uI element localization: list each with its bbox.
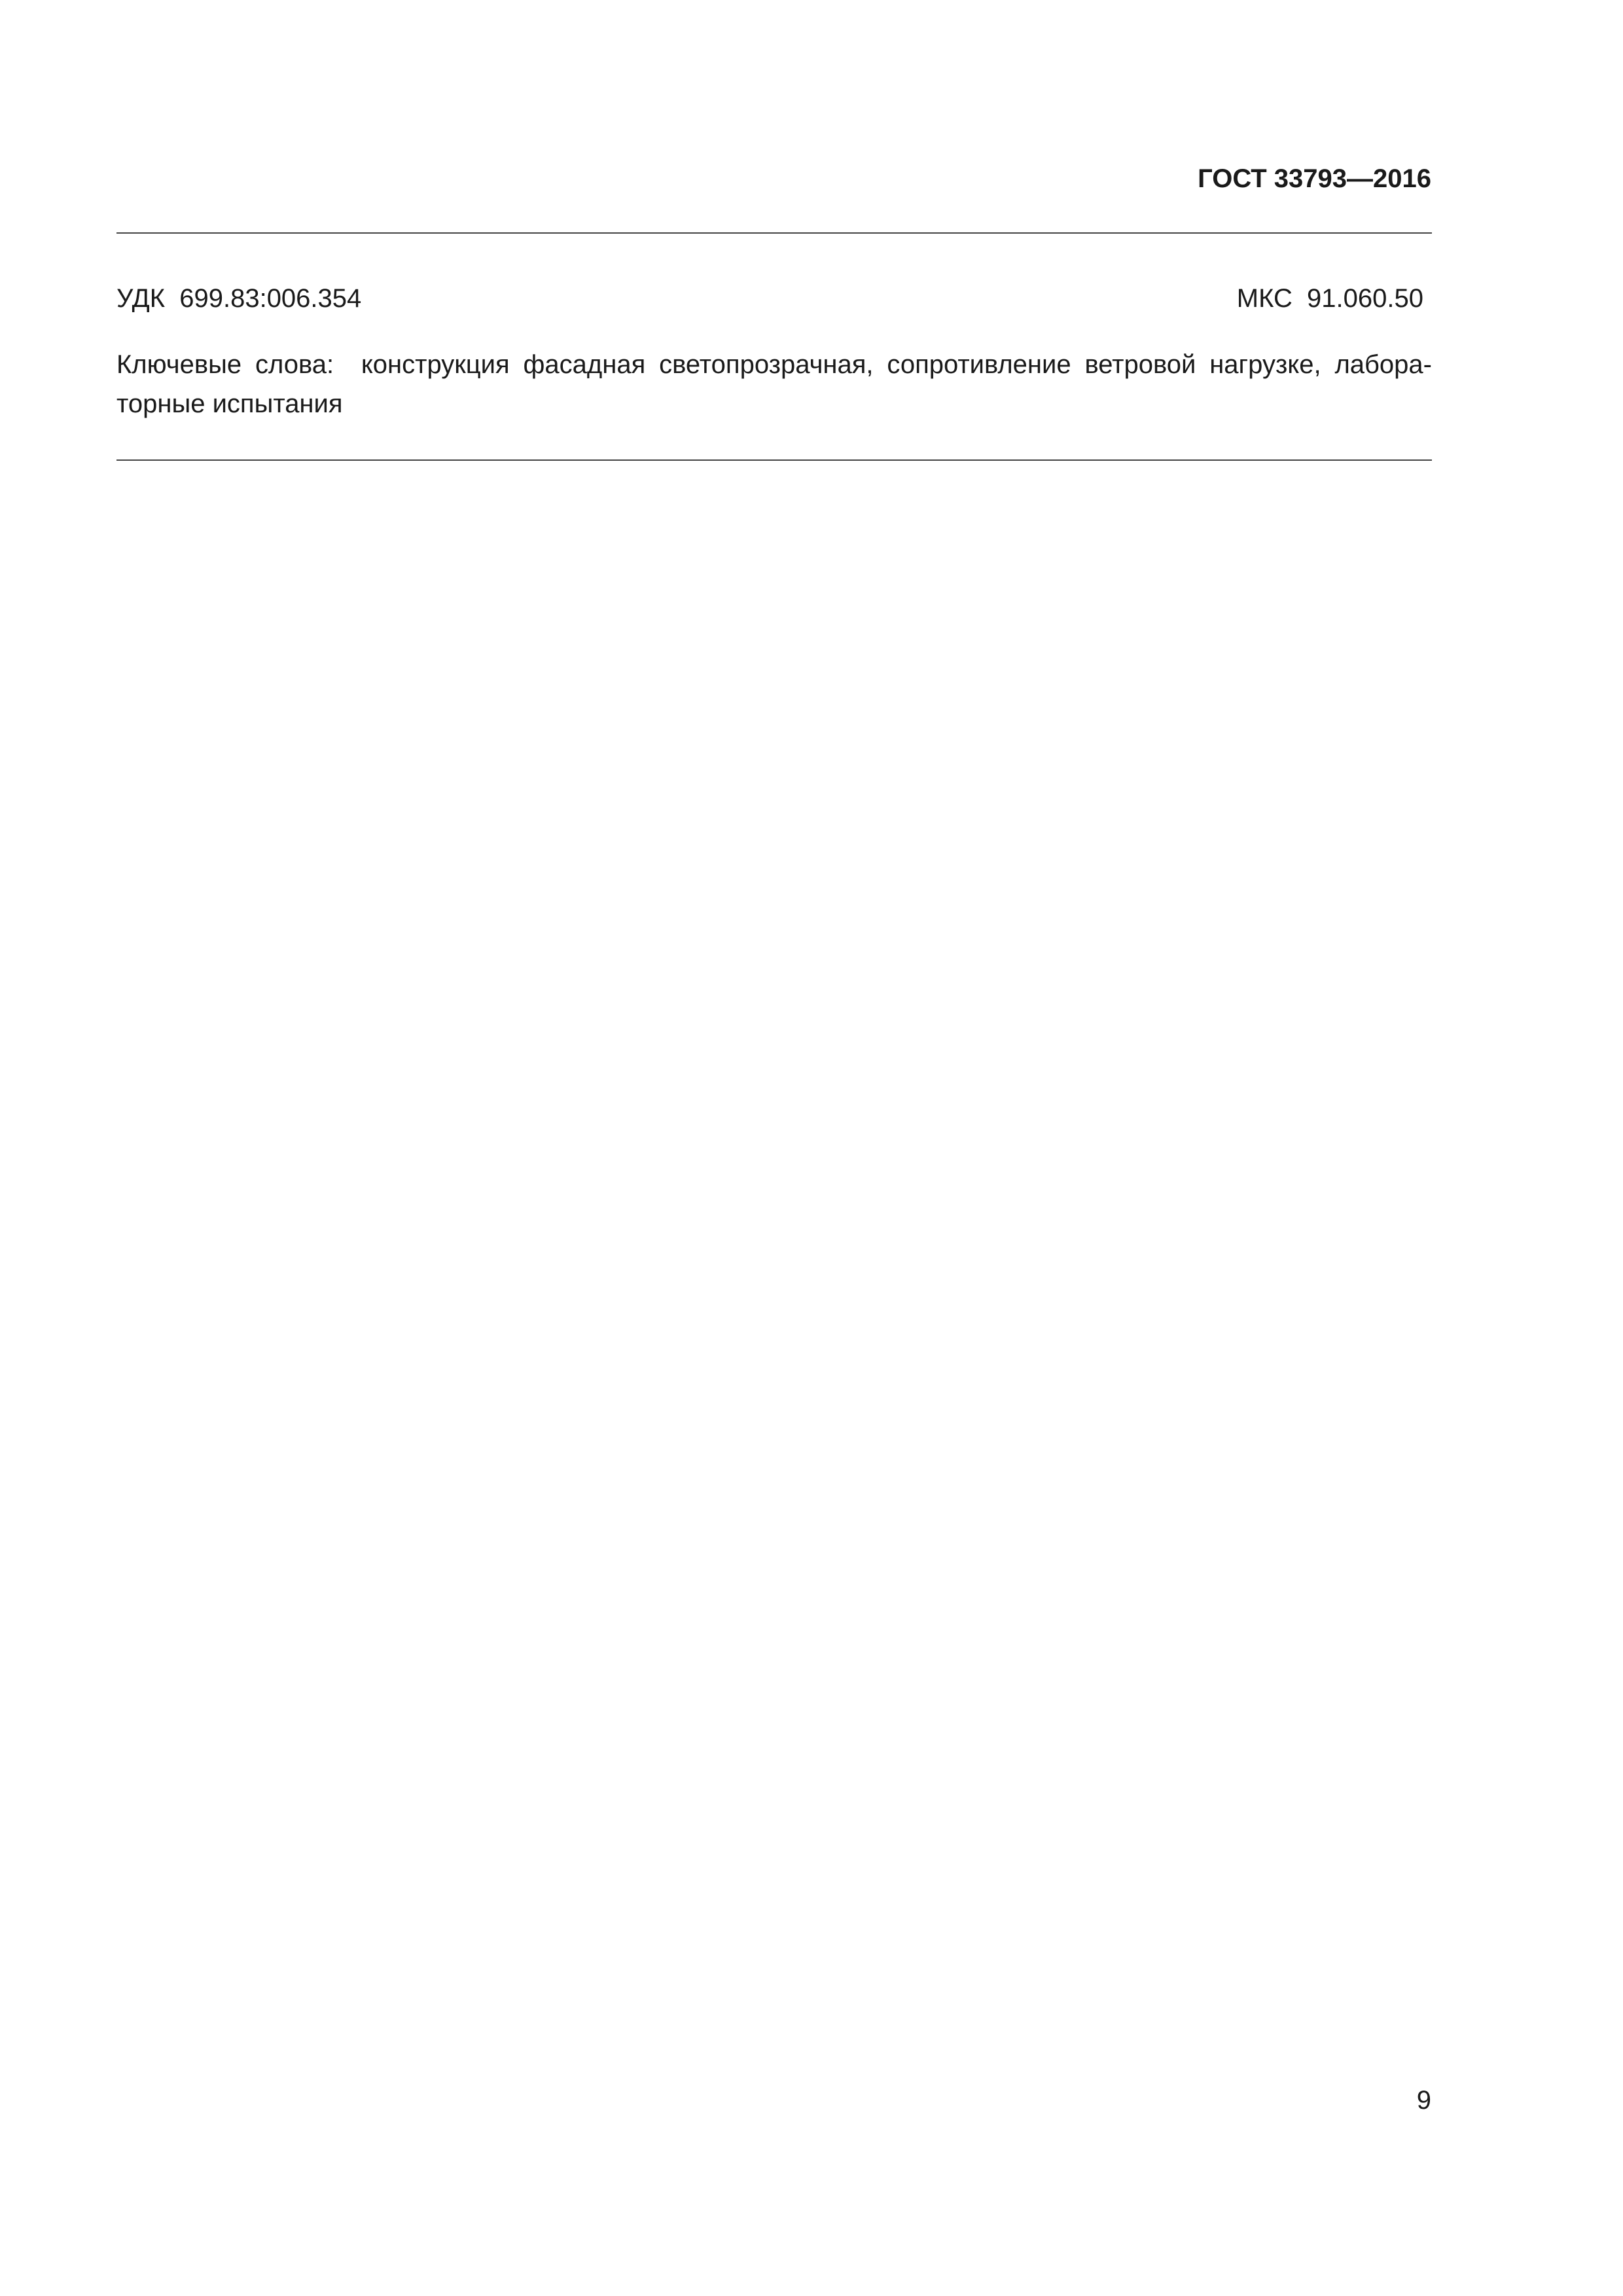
- keywords-line-2: торные испытания: [116, 389, 343, 418]
- bottom-divider: [116, 459, 1432, 461]
- top-divider: [116, 232, 1432, 234]
- page-number: 9: [1416, 2086, 1431, 2115]
- keywords-line-1: Ключевые слова: конструкция фасадная светопрозрачная, сопротивление ветровой нагрузке, лабора-: [116, 350, 1432, 379]
- ics-code: МКС 91.060.50: [1236, 284, 1423, 313]
- udc-code: УДК 699.83:006.354: [116, 284, 362, 313]
- keywords-block: [116, 345, 1432, 423]
- document-standard-id: ГОСТ 33793—2016: [1198, 164, 1431, 193]
